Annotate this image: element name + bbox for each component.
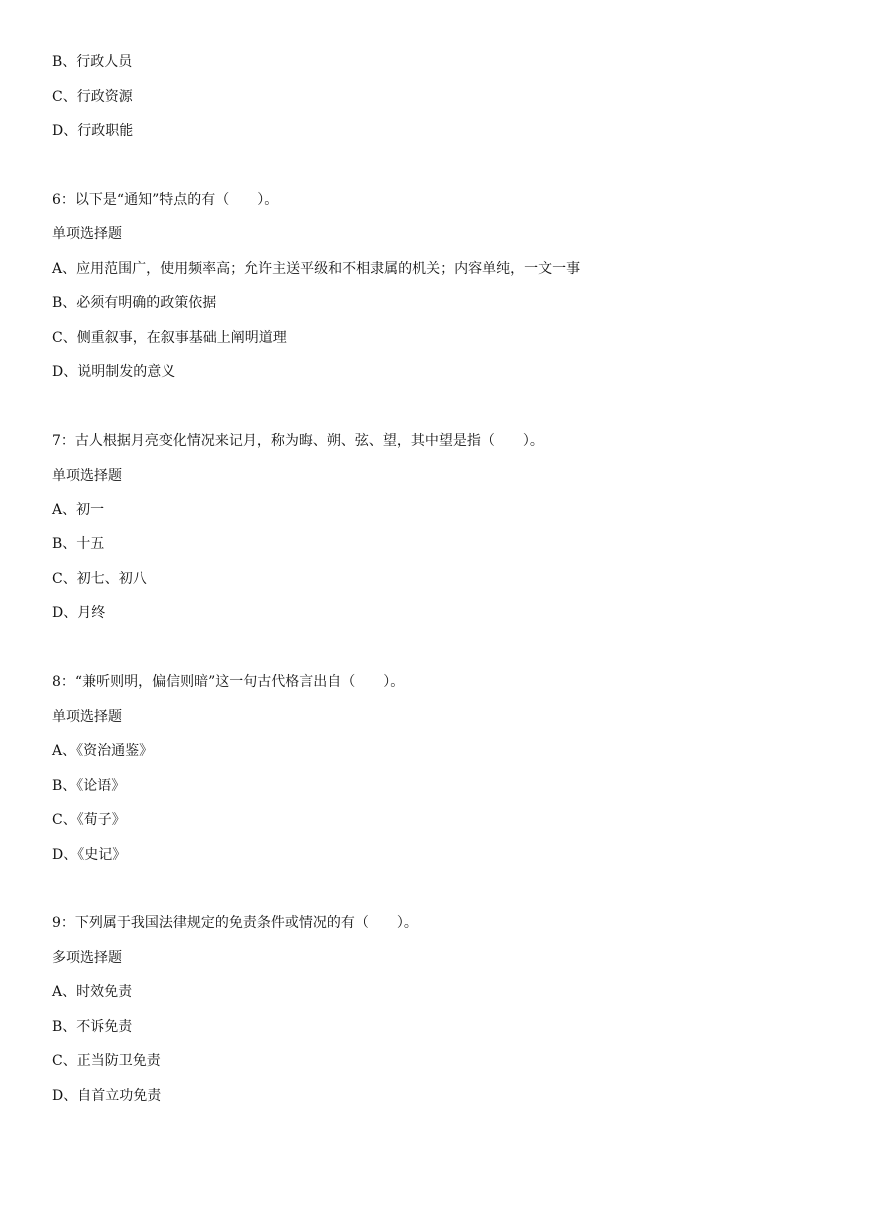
q5-option-d: D、行政职能 bbox=[52, 123, 134, 139]
q6-question: 6：以下是“通知”特点的有（ ）。 bbox=[52, 192, 279, 208]
q7-option-d: D、月终 bbox=[52, 605, 106, 621]
q8-option-d: D、《史记》 bbox=[52, 847, 127, 863]
q9-type: 多项选择题 bbox=[52, 950, 122, 966]
q8-option-b: B、《论语》 bbox=[52, 778, 126, 794]
q7-type: 单项选择题 bbox=[52, 468, 122, 484]
q6-option-a: A、应用范围广，使用频率高；允许主送平级和不相隶属的机关；内容单纯，一文一事 bbox=[52, 261, 581, 277]
q8-type: 单项选择题 bbox=[52, 709, 122, 725]
q6-type: 单项选择题 bbox=[52, 226, 122, 242]
q8-option-a: A、《资治通鉴》 bbox=[52, 743, 154, 759]
q9-option-b: B、不诉免责 bbox=[52, 1019, 133, 1035]
q8-question: 8：“兼听则明，偏信则暗”这一句古代格言出自（ ）。 bbox=[52, 674, 405, 690]
q9-option-d: D、自首立功免责 bbox=[52, 1088, 162, 1104]
q7-option-c: C、初七、初八 bbox=[52, 571, 147, 587]
q9-question: 9：下列属于我国法律规定的免责条件或情况的有（ ）。 bbox=[52, 915, 418, 931]
q8-option-c: C、《荀子》 bbox=[52, 812, 126, 828]
q5-option-b: B、行政人员 bbox=[52, 54, 133, 70]
q7-option-a: A、初一 bbox=[52, 502, 105, 518]
q5-option-c: C、行政资源 bbox=[52, 89, 133, 105]
q7-question: 7：古人根据月亮变化情况来记月，称为晦、朔、弦、望，其中望是指（ ）。 bbox=[52, 433, 544, 449]
q6-option-d: D、说明制发的意义 bbox=[52, 364, 176, 380]
q9-option-a: A、时效免责 bbox=[52, 984, 133, 1000]
q6-option-b: B、必须有明确的政策依据 bbox=[52, 295, 217, 311]
q6-option-c: C、侧重叙事，在叙事基础上阐明道理 bbox=[52, 330, 287, 346]
q9-option-c: C、正当防卫免责 bbox=[52, 1053, 161, 1069]
q7-option-b: B、十五 bbox=[52, 536, 105, 552]
